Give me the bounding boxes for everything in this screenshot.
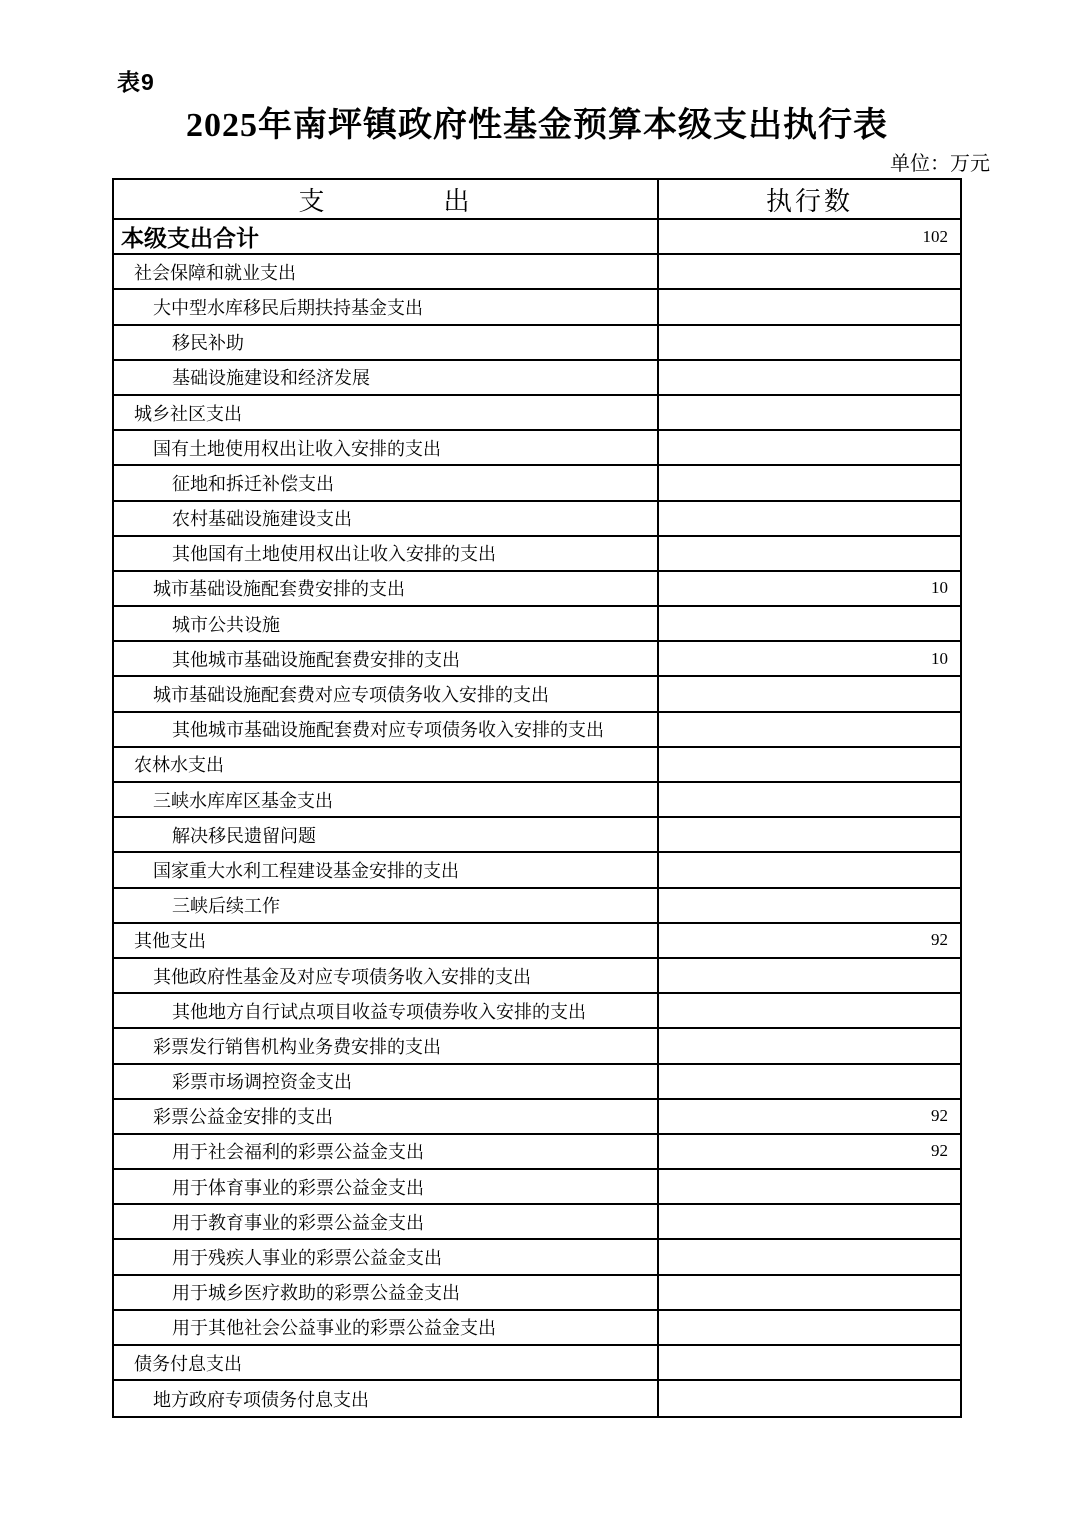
table-row bbox=[114, 889, 960, 924]
row-label: 彩票发行销售机构业务费安排的支出 bbox=[114, 1029, 659, 1062]
table-row bbox=[114, 853, 960, 888]
row-value bbox=[659, 1065, 960, 1098]
row-value bbox=[659, 1029, 960, 1062]
row-value bbox=[659, 396, 960, 429]
table-row bbox=[114, 572, 960, 607]
row-label: 城市基础设施配套费安排的支出 bbox=[114, 572, 659, 605]
row-label: 国家重大水利工程建设基金安排的支出 bbox=[114, 853, 659, 886]
row-label: 城市基础设施配套费对应专项债务收入安排的支出 bbox=[114, 677, 659, 710]
row-label: 城市公共设施 bbox=[114, 607, 659, 640]
row-label: 农林水支出 bbox=[114, 748, 659, 781]
table-number: 表9 bbox=[117, 69, 155, 95]
row-value bbox=[659, 677, 960, 710]
row-value bbox=[659, 994, 960, 1027]
table-row bbox=[114, 677, 960, 712]
row-label: 大中型水库移民后期扶持基金支出 bbox=[114, 290, 659, 323]
table-row bbox=[114, 1311, 960, 1346]
row-label: 本级支出合计 bbox=[114, 220, 659, 253]
table-row bbox=[114, 1135, 960, 1170]
table-row bbox=[114, 431, 960, 466]
unit-label: 单位：万元 bbox=[890, 153, 990, 175]
page-title: 2025年南坪镇政府性基金预算本级支出执行表 bbox=[186, 107, 888, 144]
table-body bbox=[114, 220, 960, 1416]
row-label: 其他城市基础设施配套费对应专项债务收入安排的支出 bbox=[114, 713, 659, 746]
row-label: 其他政府性基金及对应专项债务收入安排的支出 bbox=[114, 959, 659, 992]
table-row bbox=[114, 1381, 960, 1416]
table-row bbox=[114, 959, 960, 994]
table-row bbox=[114, 1346, 960, 1381]
row-label: 其他地方自行试点项目收益专项债券收入安排的支出 bbox=[114, 994, 659, 1027]
table-row bbox=[114, 361, 960, 396]
table-row bbox=[114, 1205, 960, 1240]
row-value bbox=[659, 1381, 960, 1416]
row-value: 92 bbox=[931, 1141, 948, 1161]
row-label: 用于体育事业的彩票公益金支出 bbox=[114, 1170, 659, 1203]
table-row bbox=[114, 818, 960, 853]
row-value bbox=[659, 1240, 960, 1273]
row-value bbox=[659, 290, 960, 323]
row-value: 92 bbox=[931, 930, 948, 950]
table-row bbox=[114, 466, 960, 501]
table-row bbox=[114, 502, 960, 537]
row-value: 10 bbox=[931, 648, 948, 668]
table-row bbox=[114, 1065, 960, 1100]
table-row bbox=[114, 290, 960, 325]
row-label: 债务付息支出 bbox=[114, 1346, 659, 1379]
row-value: 92 bbox=[931, 1106, 948, 1126]
row-label: 移民补助 bbox=[114, 326, 659, 359]
table-row bbox=[114, 326, 960, 361]
row-label: 征地和拆迁补偿支出 bbox=[114, 466, 659, 499]
row-value bbox=[659, 326, 960, 359]
table-row bbox=[114, 1170, 960, 1205]
row-value bbox=[659, 466, 960, 499]
row-value bbox=[659, 1311, 960, 1344]
table-row bbox=[114, 924, 960, 959]
row-label: 用于教育事业的彩票公益金支出 bbox=[114, 1205, 659, 1238]
row-label: 城乡社区支出 bbox=[114, 396, 659, 429]
table-row bbox=[114, 607, 960, 642]
row-label: 解决移民遗留问题 bbox=[114, 818, 659, 851]
row-label: 其他支出 bbox=[114, 924, 659, 957]
row-label: 其他城市基础设施配套费安排的支出 bbox=[114, 642, 659, 675]
row-value bbox=[659, 853, 960, 886]
row-value bbox=[659, 607, 960, 640]
row-value bbox=[659, 1170, 960, 1203]
table-row bbox=[114, 642, 960, 677]
row-label: 用于城乡医疗救助的彩票公益金支出 bbox=[114, 1276, 659, 1309]
row-value bbox=[659, 1276, 960, 1309]
table-row bbox=[114, 396, 960, 431]
table-row bbox=[114, 994, 960, 1029]
table-row bbox=[114, 220, 960, 255]
row-label: 三峡后续工作 bbox=[114, 889, 659, 922]
row-label: 三峡水库库区基金支出 bbox=[114, 783, 659, 816]
column-header-execution: 执行数 bbox=[765, 186, 853, 216]
row-label: 其他国有土地使用权出让收入安排的支出 bbox=[114, 537, 659, 570]
row-label: 农村基础设施建设支出 bbox=[114, 502, 659, 535]
budget-table bbox=[112, 178, 962, 1418]
table-row bbox=[114, 1100, 960, 1135]
row-value bbox=[659, 748, 960, 781]
row-value bbox=[659, 783, 960, 816]
table-row bbox=[114, 255, 960, 290]
row-label: 用于残疾人事业的彩票公益金支出 bbox=[114, 1240, 659, 1273]
row-label: 社会保障和就业支出 bbox=[114, 255, 659, 288]
row-label: 地方政府专项债务付息支出 bbox=[114, 1381, 659, 1416]
table-row bbox=[114, 1240, 960, 1275]
row-value bbox=[659, 889, 960, 922]
row-value bbox=[659, 1205, 960, 1238]
row-value bbox=[659, 502, 960, 535]
row-value bbox=[659, 255, 960, 288]
row-value bbox=[659, 1346, 960, 1379]
row-label: 用于其他社会公益事业的彩票公益金支出 bbox=[114, 1311, 659, 1344]
table-row bbox=[114, 1276, 960, 1311]
table-row bbox=[114, 1029, 960, 1064]
table-row bbox=[114, 537, 960, 572]
row-value bbox=[659, 431, 960, 464]
row-label: 用于社会福利的彩票公益金支出 bbox=[114, 1135, 659, 1168]
row-value bbox=[659, 959, 960, 992]
row-value bbox=[659, 713, 960, 746]
row-value bbox=[659, 361, 960, 394]
column-header-expenditure: 支 出 bbox=[114, 180, 659, 218]
row-value bbox=[659, 818, 960, 851]
row-label: 国有土地使用权出让收入安排的支出 bbox=[114, 431, 659, 464]
row-value: 10 bbox=[931, 578, 948, 598]
row-value bbox=[659, 537, 960, 570]
row-label: 基础设施建设和经济发展 bbox=[114, 361, 659, 394]
table-row bbox=[114, 713, 960, 748]
row-label: 彩票市场调控资金支出 bbox=[114, 1065, 659, 1098]
row-label: 彩票公益金安排的支出 bbox=[114, 1100, 659, 1133]
table-row bbox=[114, 748, 960, 783]
table-header-row bbox=[114, 180, 960, 220]
table-row bbox=[114, 783, 960, 818]
row-value: 102 bbox=[922, 226, 948, 246]
